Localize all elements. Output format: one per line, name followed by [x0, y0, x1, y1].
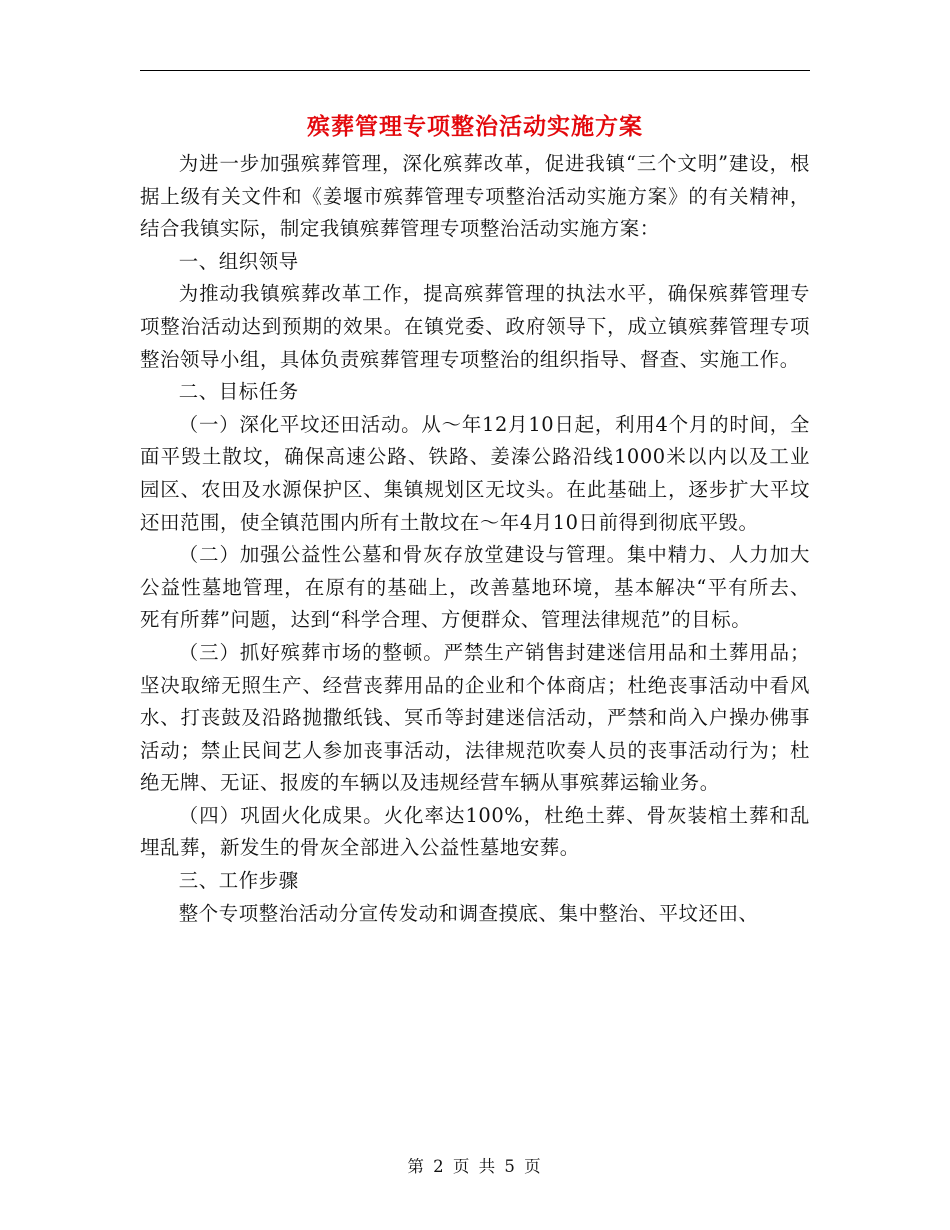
- section-heading-3: 三、工作步骤: [178, 869, 299, 893]
- task-4-paragraph: （四）巩固火化成果。火化率达100%，杜绝土葬、骨灰装棺土葬和乱埋乱葬，新发生的骨灰全部进入公益性墓地安葬。: [140, 803, 810, 860]
- section-heading-1: 一、组织领导: [178, 249, 299, 273]
- header-rule: [140, 70, 810, 71]
- intro-paragraph: 为进一步加强殡葬管理，深化殡葬改革，促进我镇“三个文明”建设，根据上级有关文件和《姜堰市殡葬管理专项整治活动实施方案》的有关精神，结合我镇实际，制定我镇殡葬管理专项整治活动实施方案：: [140, 152, 810, 241]
- section-3-paragraph: 整个专项整治活动分宣传发动和调查摸底、集中整治、平坟还田、: [178, 901, 759, 925]
- document-body: [140, 148, 810, 930]
- section-heading-2: 二、目标任务: [178, 380, 299, 404]
- task-3-paragraph: （三）抓好殡葬市场的整顿。严禁生产销售封建迷信用品和土葬用品；坚决取缔无照生产、经营丧葬用品的企业和个体商店；杜绝丧事活动中看风水、打丧鼓及沿路抛撒纸钱、冥币等封建迷信活动，严禁和尚入户操办佛事活动；禁止民间艺人参加丧事活动，法律规范吹奏人员的丧事活动行为；杜绝无牌、无证、报废的车辆以及违规经营车辆从事殡葬运输业务。: [140, 640, 810, 795]
- document-title: 殡葬管理专项整治活动实施方案: [307, 113, 643, 140]
- task-2-paragraph: （二）加强公益性公墓和骨灰存放堂建设与管理。集中精力、人力加大公益性墓地管理，在原有的基础上，改善墓地环境，基本解决“平有所去、死有所葬”问题，达到“科学合理、方便群众、管理法律规范”的目标。: [140, 543, 810, 632]
- page-footer: 第 2 页 共 5 页: [407, 1157, 543, 1176]
- section-1-paragraph: 为推动我镇殡葬改革工作，提高殡葬管理的执法水平，确保殡葬管理专项整治活动达到预期的效果。在镇党委、政府领导下，成立镇殡葬管理专项整治领导小组，具体负责殡葬管理专项整治的组织指导、督查、实施工作。: [140, 282, 810, 371]
- task-1-paragraph: （一）深化平坟还田活动。从～年12月10日起，利用4个月的时间，全面平毁土散坟，确保高速公路、铁路、姜溱公路沿线1000米以内以及工业园区、农田及水源保护区、集镇规划区无坟头。在此基础上，逐步扩大平坟还田范围，使全镇范围内所有土散坟在～年4月10日前得到彻底平毁。: [140, 412, 810, 534]
